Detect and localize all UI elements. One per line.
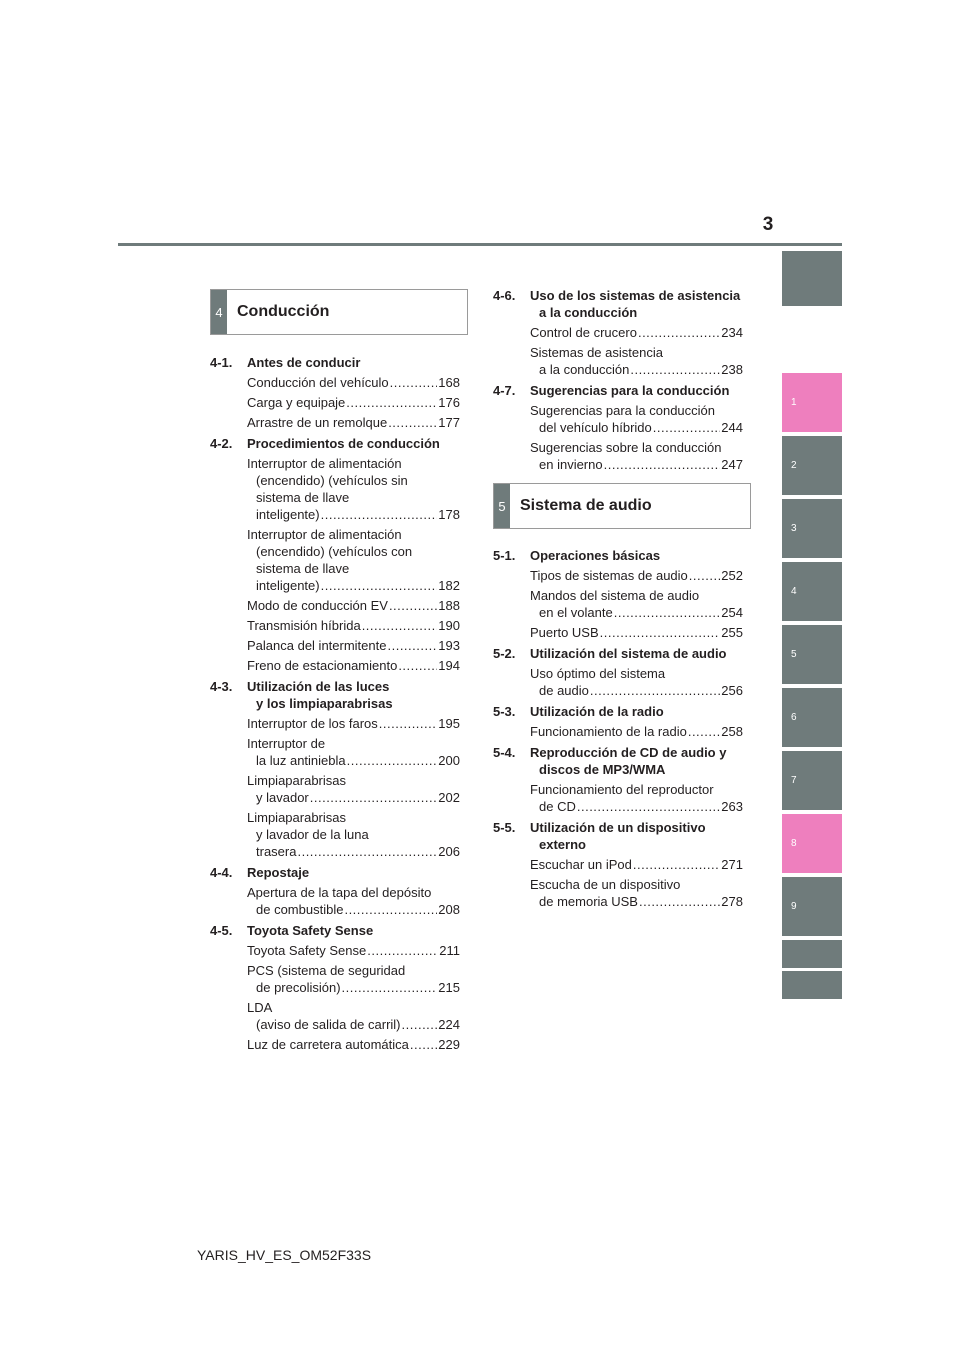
toc-entry-text: de memoria USB: [539, 894, 638, 909]
dot-leader: [688, 723, 720, 740]
section-number: 5: [494, 484, 510, 528]
dot-leader: [310, 789, 438, 806]
dot-leader: [362, 617, 438, 634]
toc-entry-text: Sugerencias para la conducción: [530, 403, 716, 418]
toc-group-heading[interactable]: [493, 744, 743, 778]
dot-leader: [600, 624, 721, 641]
toc-entry[interactable]: [493, 402, 743, 436]
toc-page-number: 195: [438, 716, 460, 731]
section-header-audio: [493, 483, 751, 529]
toc-page-number: 244: [721, 420, 743, 435]
toc-right-column-top: [493, 287, 743, 477]
toc-entry[interactable]: [210, 735, 460, 769]
toc-group: [210, 922, 460, 1053]
toc-group-heading[interactable]: [210, 922, 460, 939]
toc-group-title-line: Utilización de un dispositivo: [530, 820, 706, 835]
dot-leader: [347, 752, 438, 769]
toc-entry-text: de audio: [539, 683, 589, 698]
toc-entry-text: Interruptor de los faros: [247, 716, 378, 731]
chapter-tab-2[interactable]: 2: [782, 436, 842, 495]
toc-entry-text: (encendido) (vehículos sin: [256, 473, 408, 488]
toc-group: [493, 287, 743, 378]
toc-entry-text: (aviso de salida de carril): [256, 1017, 401, 1032]
chapter-tab-8[interactable]: 8: [782, 814, 842, 873]
dot-leader: [389, 597, 437, 614]
toc-entry[interactable]: [210, 715, 460, 732]
toc-group-title-line: discos de MP3/WMA: [539, 762, 666, 777]
dot-leader: [387, 637, 437, 654]
toc-entry-text: Arrastre de un remolque: [247, 415, 388, 430]
toc-page-number: 193: [438, 638, 460, 653]
toc-entry-text: Escucha de un dispositivo: [530, 877, 681, 892]
toc-page-number: 278: [721, 894, 743, 909]
dot-leader: [402, 1016, 438, 1033]
toc-page-number: 247: [721, 457, 743, 472]
toc-group-heading[interactable]: [493, 287, 743, 321]
toc-group-number: 4-4.: [210, 865, 233, 880]
toc-entry-text: (encendido) (vehículos con: [256, 544, 413, 559]
toc-entry[interactable]: [210, 809, 460, 860]
toc-group-number: 4-1.: [210, 355, 233, 370]
toc-page-number: 256: [721, 683, 743, 698]
chapter-tab-4[interactable]: 4: [782, 562, 842, 621]
toc-page-number: 177: [438, 415, 460, 430]
toc-entry-text: sistema de llave: [256, 561, 350, 576]
toc-group-title: [530, 645, 743, 662]
chapter-tab-3[interactable]: 3: [782, 499, 842, 558]
dot-leader: [653, 419, 721, 436]
toc-entry-text: Mandos del sistema de audio: [530, 588, 700, 603]
toc-entry[interactable]: [210, 597, 460, 614]
toc-entry-text: inteligente): [256, 578, 320, 593]
toc-page-number: 202: [438, 790, 460, 805]
toc-group-title-line: Repostaje: [247, 865, 310, 880]
toc-right-column-bottom: [493, 547, 743, 914]
toc-group-title-line: Procedimientos de conducción: [247, 436, 440, 451]
toc-group-heading[interactable]: [210, 354, 460, 371]
toc-group-title: [530, 819, 743, 853]
toc-group-title-line: Reproducción de CD de audio y: [530, 745, 727, 760]
toc-entry-text: en el volante: [539, 605, 613, 620]
toc-entry[interactable]: [210, 414, 460, 431]
dot-leader: [590, 682, 720, 699]
dot-leader: [638, 324, 720, 341]
toc-entry[interactable]: [493, 624, 743, 641]
toc-entry[interactable]: [493, 781, 743, 815]
toc-page-number: 224: [438, 1017, 460, 1032]
toc-group-title: [247, 864, 460, 881]
toc-entry-text: Freno de estacionamiento: [247, 658, 398, 673]
toc-group-heading[interactable]: [493, 382, 743, 399]
toc-entry[interactable]: [210, 637, 460, 654]
toc-entry-text: trasera: [256, 844, 297, 859]
toc-entry-text: LDA: [247, 1000, 273, 1015]
toc-group-title: [530, 382, 743, 399]
toc-entry[interactable]: [210, 526, 460, 594]
toc-entry-text: de precolisión): [256, 980, 341, 995]
toc-group-heading[interactable]: [493, 819, 743, 853]
toc-group-title: [530, 703, 743, 720]
section-title: Sistema de audio: [520, 497, 652, 514]
toc-page-number: 190: [438, 618, 460, 633]
toc-entry-text: PCS (sistema de seguridad: [247, 963, 406, 978]
toc-page-number: 176: [438, 395, 460, 410]
toc-page-number: 229: [438, 1037, 460, 1052]
toc-group-heading[interactable]: [210, 678, 460, 712]
dot-leader: [639, 893, 720, 910]
toc-entry-text: Interruptor de alimentación: [247, 456, 402, 471]
toc-page-number: 188: [438, 598, 460, 613]
dot-leader: [346, 394, 437, 411]
toc-page-number: 271: [721, 857, 743, 872]
toc-page-number: 194: [438, 658, 460, 673]
dot-leader: [388, 414, 437, 431]
toc-group-number: 4-3.: [210, 679, 233, 694]
toc-entry-text: sistema de llave: [256, 490, 350, 505]
dot-leader: [614, 604, 721, 621]
toc-entry[interactable]: [210, 394, 460, 411]
header-rule: [118, 243, 842, 246]
toc-page-number: 208: [438, 902, 460, 917]
toc-entry[interactable]: [210, 374, 460, 391]
toc-entry-text: Puerto USB: [530, 625, 599, 640]
toc-entry-text: Funcionamiento del reproductor: [530, 782, 714, 797]
toc-entry-text: Modo de conducción EV: [247, 598, 388, 613]
toc-group: [210, 864, 460, 918]
dot-leader: [604, 456, 721, 473]
toc-group: [210, 678, 460, 860]
toc-entry-text: Tipos de sistemas de audio: [530, 568, 688, 583]
toc-entry-text: a la conducción: [539, 362, 630, 377]
toc-entry-text: Funcionamiento de la radio: [530, 724, 687, 739]
toc-group-heading[interactable]: [210, 435, 460, 452]
chapter-tab-7[interactable]: 7: [782, 751, 842, 810]
toc-group-number: 5-5.: [493, 820, 516, 835]
toc-entry-text: Sistemas de asistencia: [530, 345, 663, 360]
dot-leader: [321, 506, 438, 523]
toc-entry-text: Transmisión híbrida: [247, 618, 361, 633]
section-title: Conducción: [237, 303, 330, 320]
chapter-tab-6[interactable]: 6: [782, 688, 842, 747]
toc-entry-text: Conducción del vehículo: [247, 375, 389, 390]
toc-group-title-line: Antes de conducir: [247, 355, 361, 370]
toc-group-title-line: y los limpiaparabrisas: [256, 696, 393, 711]
toc-group-heading[interactable]: [493, 547, 743, 564]
toc-group-number: 4-6.: [493, 288, 516, 303]
toc-group-title: [247, 678, 460, 712]
toc-entry[interactable]: [210, 942, 460, 959]
toc-group-heading[interactable]: [493, 645, 743, 662]
toc-group-title-line: Sugerencias para la conducción: [530, 383, 730, 398]
chapter-tab-1[interactable]: 1: [782, 373, 842, 432]
toc-entry-text: de combustible: [256, 902, 344, 917]
dot-leader: [577, 798, 720, 815]
chapter-tab-blank[interactable]: [782, 971, 842, 999]
dot-leader: [410, 1036, 437, 1053]
chapter-tabs: [782, 0, 842, 1358]
toc-entry-text: en invierno: [539, 457, 603, 472]
toc-entry[interactable]: [210, 455, 460, 523]
toc-page-number: 252: [721, 568, 743, 583]
toc-group-number: 5-3.: [493, 704, 516, 719]
toc-group-title-line: Operaciones básicas: [530, 548, 661, 563]
toc-page-number: 234: [721, 325, 743, 340]
toc-page-number: 200: [438, 753, 460, 768]
toc-group-number: 5-2.: [493, 646, 516, 661]
toc-entry-text: Interruptor de alimentación: [247, 527, 402, 542]
toc-entry-text: del vehículo híbrido: [539, 420, 652, 435]
toc-entry-text: y lavador: [256, 790, 309, 805]
toc-group: [493, 819, 743, 910]
dot-leader: [390, 374, 438, 391]
document-code: YARIS_HV_ES_OM52F33S: [197, 1247, 372, 1263]
toc-group: [493, 703, 743, 740]
dot-leader: [379, 715, 438, 732]
dot-leader: [342, 979, 438, 996]
chapter-tab-9[interactable]: 9: [782, 877, 842, 936]
toc-entry[interactable]: [493, 439, 743, 473]
toc-group-number: 4-2.: [210, 436, 233, 451]
dot-leader: [321, 577, 438, 594]
dot-leader: [689, 567, 721, 584]
toc-entry[interactable]: [210, 884, 460, 918]
chapter-tab-blank[interactable]: [782, 940, 842, 968]
toc-page-number: 254: [721, 605, 743, 620]
toc-group: [210, 435, 460, 674]
toc-page-number: 238: [721, 362, 743, 377]
toc-group-title-line: Utilización de las luces: [247, 679, 390, 694]
toc-group: [493, 382, 743, 473]
toc-group-title: [530, 744, 743, 778]
toc-entry[interactable]: [493, 344, 743, 378]
toc-group: [493, 744, 743, 815]
toc-entry-text: Interruptor de: [247, 736, 326, 751]
toc-entry[interactable]: [210, 999, 460, 1033]
toc-entry-text: Uso óptimo del sistema: [530, 666, 666, 681]
toc-entry[interactable]: [493, 876, 743, 910]
toc-page-number: 255: [721, 625, 743, 640]
toc-entry[interactable]: [493, 665, 743, 699]
toc-entry[interactable]: [493, 587, 743, 621]
chapter-tab-5[interactable]: 5: [782, 625, 842, 684]
toc-group-title-line: Uso de los sistemas de asistencia: [530, 288, 741, 303]
toc-entry-text: Limpiaparabrisas: [247, 810, 346, 825]
toc-page-number: 263: [721, 799, 743, 814]
toc-entry[interactable]: [493, 723, 743, 740]
toc-page-number: 168: [438, 375, 460, 390]
toc-page-number: 206: [438, 844, 460, 859]
toc-entry-text: inteligente): [256, 507, 320, 522]
toc-entry-text: Sugerencias sobre la conducción: [530, 440, 722, 455]
toc-entry[interactable]: [210, 1036, 460, 1053]
toc-entry[interactable]: [210, 617, 460, 634]
toc-entry[interactable]: [493, 856, 743, 873]
toc-group-title-line: externo: [539, 837, 586, 852]
toc-page-number: 211: [439, 943, 460, 958]
toc-entry-text: Palanca del intermitente: [247, 638, 387, 653]
toc-entry-text: Apertura de la tapa del depósito: [247, 885, 432, 900]
section-header-conduccion: [210, 289, 468, 335]
toc-entry[interactable]: [493, 324, 743, 341]
toc-group-title-line: Utilización de la radio: [530, 704, 664, 719]
toc-group-title-line: a la conducción: [539, 305, 638, 320]
page-number: 3: [762, 214, 774, 235]
toc-entry[interactable]: [210, 962, 460, 996]
toc-entry[interactable]: [493, 567, 743, 584]
toc-group-title: [530, 287, 743, 321]
toc-group-number: 5-4.: [493, 745, 516, 760]
dot-leader: [367, 942, 438, 959]
toc-group-heading[interactable]: [210, 864, 460, 881]
toc-entry[interactable]: [210, 657, 460, 674]
dot-leader: [297, 843, 437, 860]
toc-entry[interactable]: [210, 772, 460, 806]
toc-entry-text: Control de crucero: [530, 325, 637, 340]
toc-group: [210, 354, 460, 431]
toc-group-title-line: Toyota Safety Sense: [247, 923, 374, 938]
toc-group-title: [247, 435, 460, 452]
toc-group-title: [247, 354, 460, 371]
dot-leader: [633, 856, 720, 873]
toc-group-heading[interactable]: [493, 703, 743, 720]
toc-entry-text: la luz antiniebla: [256, 753, 346, 768]
toc-page-number: 178: [438, 507, 460, 522]
toc-left-column: [210, 354, 460, 1057]
section-number: 4: [211, 290, 227, 334]
dot-leader: [398, 657, 437, 674]
toc-group-number: 4-5.: [210, 923, 233, 938]
toc-group-title-line: Utilización del sistema de audio: [530, 646, 727, 661]
toc-group: [493, 547, 743, 641]
toc-group-title: [530, 547, 743, 564]
toc-page-number: 258: [721, 724, 743, 739]
chapter-tab-blank[interactable]: [782, 251, 842, 306]
toc-group: [493, 645, 743, 699]
toc-group-number: 5-1.: [493, 548, 516, 563]
toc-entry-text: de CD: [539, 799, 576, 814]
toc-entry-text: y lavador de la luna: [256, 827, 369, 842]
toc-entry-text: Toyota Safety Sense: [247, 943, 367, 958]
toc-group-title: [247, 922, 460, 939]
dot-leader: [630, 361, 720, 378]
toc-page-number: 182: [438, 578, 460, 593]
toc-entry-text: Limpiaparabrisas: [247, 773, 346, 788]
toc-entry-text: Escuchar un iPod: [530, 857, 632, 872]
toc-entry-text: Luz de carretera automática: [247, 1037, 409, 1052]
toc-group-number: 4-7.: [493, 383, 516, 398]
toc-page-number: 215: [438, 980, 460, 995]
dot-leader: [344, 901, 437, 918]
toc-entry-text: Carga y equipaje: [247, 395, 346, 410]
